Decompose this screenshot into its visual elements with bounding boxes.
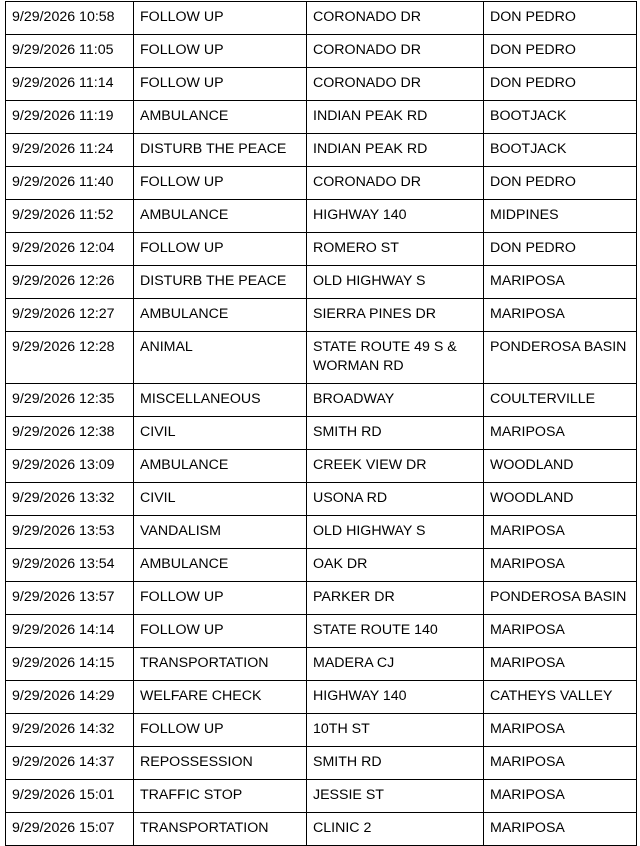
location-cell: OLD HIGHWAY S (307, 516, 484, 549)
datetime-cell: 9/29/2026 11:19 (6, 101, 134, 134)
call-type-cell: ANIMAL (134, 332, 307, 384)
table-row (6, 516, 637, 549)
location-cell: CREEK VIEW DR (307, 450, 484, 483)
area-cell: MIDPINES (484, 200, 637, 233)
table-row (6, 483, 637, 516)
table-row (6, 582, 637, 615)
table-row (6, 266, 637, 299)
call-type-cell: DISTURB THE PEACE (134, 134, 307, 167)
area-cell: BOOTJACK (484, 101, 637, 134)
datetime-cell: 9/29/2026 15:07 (6, 813, 134, 846)
datetime-cell: 9/29/2026 13:09 (6, 450, 134, 483)
table-row (6, 299, 637, 332)
location-cell: CORONADO DR (307, 68, 484, 101)
call-type-cell: REPOSSESSION (134, 747, 307, 780)
call-type-cell: CIVIL (134, 417, 307, 450)
call-type-cell: AMBULANCE (134, 101, 307, 134)
location-cell: CORONADO DR (307, 2, 484, 35)
location-cell: JESSIE ST (307, 780, 484, 813)
datetime-cell: 9/29/2026 12:28 (6, 332, 134, 384)
area-cell: MARIPOSA (484, 780, 637, 813)
call-type-cell: FOLLOW UP (134, 2, 307, 35)
location-cell: SMITH RD (307, 747, 484, 780)
area-cell: WOODLAND (484, 450, 637, 483)
call-type-cell: FOLLOW UP (134, 615, 307, 648)
area-cell: DON PEDRO (484, 68, 637, 101)
area-cell: COULTERVILLE (484, 384, 637, 417)
location-cell: USONA RD (307, 483, 484, 516)
area-cell: CATHEYS VALLEY (484, 681, 637, 714)
area-cell: MARIPOSA (484, 648, 637, 681)
call-type-cell: AMBULANCE (134, 299, 307, 332)
table-row (6, 384, 637, 417)
call-type-cell: FOLLOW UP (134, 582, 307, 615)
call-log-table (5, 1, 637, 846)
call-type-cell: DISTURB THE PEACE (134, 266, 307, 299)
call-type-cell: AMBULANCE (134, 549, 307, 582)
table-row (6, 780, 637, 813)
area-cell: DON PEDRO (484, 2, 637, 35)
call-type-cell: FOLLOW UP (134, 167, 307, 200)
location-cell: CORONADO DR (307, 35, 484, 68)
table-row (6, 681, 637, 714)
location-cell: STATE ROUTE 140 (307, 615, 484, 648)
location-cell: HIGHWAY 140 (307, 681, 484, 714)
table-row (6, 747, 637, 780)
table-row (6, 233, 637, 266)
location-cell: HIGHWAY 140 (307, 200, 484, 233)
area-cell: PONDEROSA BASIN (484, 332, 637, 384)
area-cell: DON PEDRO (484, 233, 637, 266)
datetime-cell: 9/29/2026 13:32 (6, 483, 134, 516)
location-cell: CORONADO DR (307, 167, 484, 200)
location-cell: SMITH RD (307, 417, 484, 450)
datetime-cell: 9/29/2026 10:58 (6, 2, 134, 35)
datetime-cell: 9/29/2026 13:54 (6, 549, 134, 582)
datetime-cell: 9/29/2026 14:14 (6, 615, 134, 648)
area-cell: MARIPOSA (484, 714, 637, 747)
call-type-cell: FOLLOW UP (134, 68, 307, 101)
location-cell: ROMERO ST (307, 233, 484, 266)
datetime-cell: 9/29/2026 12:35 (6, 384, 134, 417)
call-type-cell: MISCELLANEOUS (134, 384, 307, 417)
datetime-cell: 9/29/2026 12:38 (6, 417, 134, 450)
area-cell: MARIPOSA (484, 417, 637, 450)
table-row (6, 549, 637, 582)
location-cell: STATE ROUTE 49 S & WORMAN RD (307, 332, 484, 384)
call-type-cell: FOLLOW UP (134, 35, 307, 68)
call-type-cell: AMBULANCE (134, 450, 307, 483)
table-row (6, 101, 637, 134)
area-cell: MARIPOSA (484, 813, 637, 846)
location-cell: MADERA CJ (307, 648, 484, 681)
call-type-cell: FOLLOW UP (134, 714, 307, 747)
location-cell: SIERRA PINES DR (307, 299, 484, 332)
datetime-cell: 9/29/2026 11:24 (6, 134, 134, 167)
datetime-cell: 9/29/2026 11:05 (6, 35, 134, 68)
table-row (6, 167, 637, 200)
datetime-cell: 9/29/2026 11:40 (6, 167, 134, 200)
table-row (6, 2, 637, 35)
datetime-cell: 9/29/2026 11:14 (6, 68, 134, 101)
call-type-cell: AMBULANCE (134, 200, 307, 233)
area-cell: DON PEDRO (484, 35, 637, 68)
call-type-cell: TRANSPORTATION (134, 648, 307, 681)
table-row (6, 417, 637, 450)
call-type-cell: FOLLOW UP (134, 233, 307, 266)
datetime-cell: 9/29/2026 14:37 (6, 747, 134, 780)
datetime-cell: 9/29/2026 13:53 (6, 516, 134, 549)
datetime-cell: 9/29/2026 13:57 (6, 582, 134, 615)
area-cell: MARIPOSA (484, 516, 637, 549)
datetime-cell: 9/29/2026 12:04 (6, 233, 134, 266)
location-cell: INDIAN PEAK RD (307, 134, 484, 167)
call-type-cell: VANDALISM (134, 516, 307, 549)
datetime-cell: 9/29/2026 11:52 (6, 200, 134, 233)
datetime-cell: 9/29/2026 12:27 (6, 299, 134, 332)
table-row (6, 615, 637, 648)
area-cell: WOODLAND (484, 483, 637, 516)
call-log-body (6, 2, 637, 846)
area-cell: MARIPOSA (484, 549, 637, 582)
call-type-cell: TRAFFIC STOP (134, 780, 307, 813)
table-row (6, 648, 637, 681)
datetime-cell: 9/29/2026 14:15 (6, 648, 134, 681)
table-row (6, 200, 637, 233)
location-cell: OAK DR (307, 549, 484, 582)
datetime-cell: 9/29/2026 12:26 (6, 266, 134, 299)
table-row (6, 68, 637, 101)
call-type-cell: TRANSPORTATION (134, 813, 307, 846)
datetime-cell: 9/29/2026 15:01 (6, 780, 134, 813)
location-cell: BROADWAY (307, 384, 484, 417)
location-cell: INDIAN PEAK RD (307, 101, 484, 134)
datetime-cell: 9/29/2026 14:32 (6, 714, 134, 747)
table-row (6, 714, 637, 747)
area-cell: MARIPOSA (484, 615, 637, 648)
area-cell: DON PEDRO (484, 167, 637, 200)
area-cell: MARIPOSA (484, 266, 637, 299)
location-cell: PARKER DR (307, 582, 484, 615)
datetime-cell: 9/29/2026 14:29 (6, 681, 134, 714)
area-cell: MARIPOSA (484, 747, 637, 780)
call-type-cell: WELFARE CHECK (134, 681, 307, 714)
table-row (6, 813, 637, 846)
location-cell: CLINIC 2 (307, 813, 484, 846)
area-cell: MARIPOSA (484, 299, 637, 332)
table-row (6, 332, 637, 384)
location-cell: 10TH ST (307, 714, 484, 747)
table-row (6, 35, 637, 68)
area-cell: PONDEROSA BASIN (484, 582, 637, 615)
table-row (6, 134, 637, 167)
call-type-cell: CIVIL (134, 483, 307, 516)
location-cell: OLD HIGHWAY S (307, 266, 484, 299)
area-cell: BOOTJACK (484, 134, 637, 167)
table-row (6, 450, 637, 483)
